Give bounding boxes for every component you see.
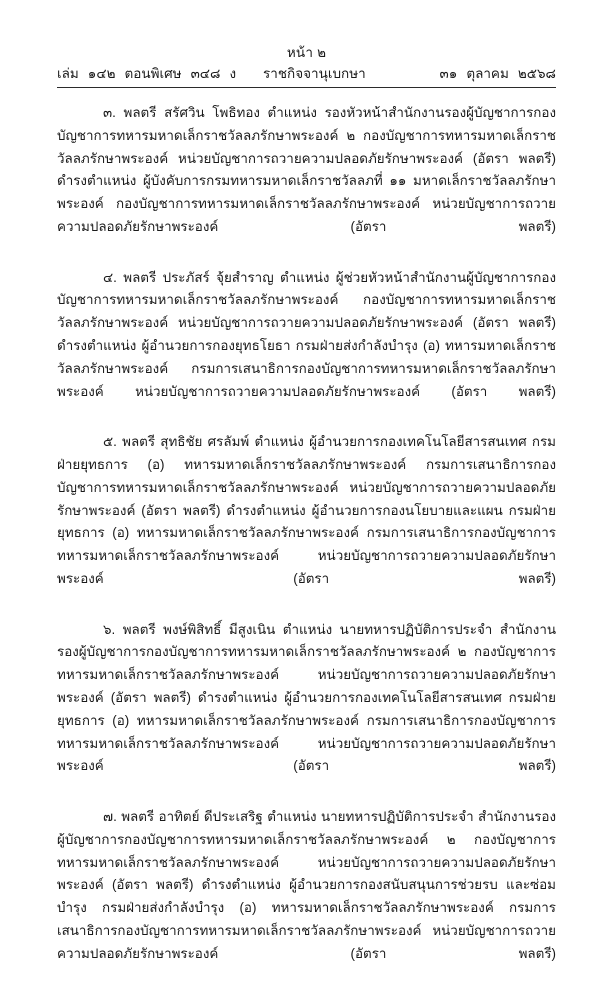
publication-month: ตุลาคม: [466, 66, 509, 81]
volume-number: ๑๔๒: [87, 66, 116, 81]
clause-item: ๔. พลตรี ประภัสร์ จุ้ยสำราญ ตำแหน่ง ผู้ช่วยหัวหน้าสำนักงานผู้บัญชาการกองบัญชาการทหารมหาดเล็กราชวัลลภรักษาพระองค์ กองบัญชาการทหารมหาดเล็กราชวัลลภรักษาพระองค์ หน่วยบัญชาการถวายความปลอดภัยรักษาพระองค์ (อัตรา พลตรี) ดำรงตำแหน่ง ผู้อำนวยการกองยุทธโยธา กรมฝ่ายส่งกำลังบำรุง (อ) ทหารมหาดเล็กราชวัลลภรักษาพระองค์ กรมการเสนาธิการกองบัญชาการทหารมหาดเล็กราชวัลลภรักษาพระองค์ หน่วยบัญชาการถวายความปลอดภัยรักษาพระองค์ (อัตรา พลตรี): [57, 269, 556, 399]
page-number-label: หน้า ๒: [286, 45, 327, 60]
clause-list: [57, 102, 556, 988]
clause-item: ๕. พลตรี สุทธิชัย ศรลัมพ์ ตำแหน่ง ผู้อำนวยการกองเทคโนโลยีสารสนเทศ กรมฝ่ายยุทธการ (อ) ทหารมหาดเล็กราชวัลลภรักษาพระองค์ กรมการเสนาธิการกองบัญชาการทหารมหาดเล็กราชวัลลภรักษาพระองค์ หน่วยบัญชาการถวายความปลอดภัยรักษาพระองค์ (อัตรา พลตรี) ดำรงตำแหน่ง ผู้อำนวยการกองนโยบายและแผน กรมฝ่ายยุทธการ (อ) ทหารมหาดเล็กราชวัลลภรักษาพระองค์ กรมการเสนาธิการกองบัญชาการทหารมหาดเล็กราชวัลลภรักษาพระองค์ หน่วยบัญชาการถวายความปลอดภัยรักษาพระองค์ (อัตรา พลตรี): [57, 434, 556, 586]
clause-item: ๗. พลตรี อาทิตย์ ดีประเสริฐ ตำแหน่ง นายทหารปฏิบัติการประจำ สำนักงานรองผู้บัญชาการกองบัญชาการทหารมหาดเล็กราชวัลลภรักษาพระองค์ ๒ กองบัญชาการทหารมหาดเล็กราชวัลลภรักษาพระองค์ หน่วยบัญชาการถวายความปลอดภัยรักษาพระองค์ (อัตรา พลตรี) ดำรงตำแหน่ง ผู้อำนวยการกองสนับสนุนการช่วยรบ และซ่อมบำรุง กรมฝ่ายส่งกำลังบำรุง (อ) ทหารมหาดเล็กราชวัลลภรักษาพระองค์ กรมการเสนาธิการกองบัญชาการทหารมหาดเล็กราชวัลลภรักษาพระองค์ หน่วยบัญชาการถวายความปลอดภัยรักษาพระองค์ (อัตรา พลตรี): [57, 808, 556, 961]
section-class: ง: [229, 66, 237, 81]
masthead: [57, 0, 556, 88]
volume-label: เล่ม: [57, 66, 79, 81]
clause-item: ๖. พลตรี พงษ์พิสิทธิ์ มีสูงเนิน ตำแหน่ง นายทหารปฏิบัติการประจำ สำนักงานรองผู้บัญชาการกองบัญชาการทหารมหาดเล็กราชวัลลภรักษาพระองค์ ๒ กองบัญชาการทหารมหาดเล็กราชวัลลภรักษาพระองค์ หน่วยบัญชาการถวายความปลอดภัยรักษาพระองค์ (อัตรา พลตรี) ดำรงตำแหน่ง ผู้อำนวยการกองเทคโนโลยีสารสนเทศ กรมฝ่ายยุทธการ (อ) ทหารมหาดเล็กราชวัลลภรักษาพระองค์ กรมการเสนาธิการกองบัญชาการทหารมหาดเล็กราชวัลลภรักษาพระองค์ หน่วยบัญชาการถวายความปลอดภัยรักษาพระองค์ (อัตรา พลตรี): [57, 621, 556, 774]
section-label: ตอนพิเศษ: [124, 66, 182, 81]
masthead-divider: [57, 87, 556, 88]
publication-year: ๒๕๖๘: [517, 66, 556, 81]
masthead-volume-group: [57, 64, 245, 83]
clause-item: ๓. พลตรี สรัศวิน โพธิทอง ตำแหน่ง รองหัวหน้าสำนักงานรองผู้บัญชาการกองบัญชาการทหารมหาดเล็กราชวัลลภรักษาพระองค์ ๒ กองบัญชาการทหารมหาดเล็กราชวัลลภรักษาพระองค์ หน่วยบัญชาการถวายความปลอดภัยรักษาพระองค์ (อัตรา พลตรี) ดำรงตำแหน่ง ผู้บังคับการกรมทหารมหาดเล็กราชวัลลภที่ ๑๑ มหาดเล็กราชวัลลภรักษาพระองค์ กองบัญชาการทหารมหาดเล็กราชวัลลภรักษาพระองค์ หน่วยบัญชาการถวายความปลอดภัยรักษาพระองค์ (อัตรา พลตรี): [57, 105, 556, 234]
publication-title: ราชกิจจานุเบกษา: [263, 66, 366, 81]
section-number: ๓๔๘: [190, 66, 221, 81]
masthead-date-group: [440, 64, 556, 83]
masthead-row: [57, 64, 556, 83]
publication-day: ๓๑: [439, 66, 458, 81]
